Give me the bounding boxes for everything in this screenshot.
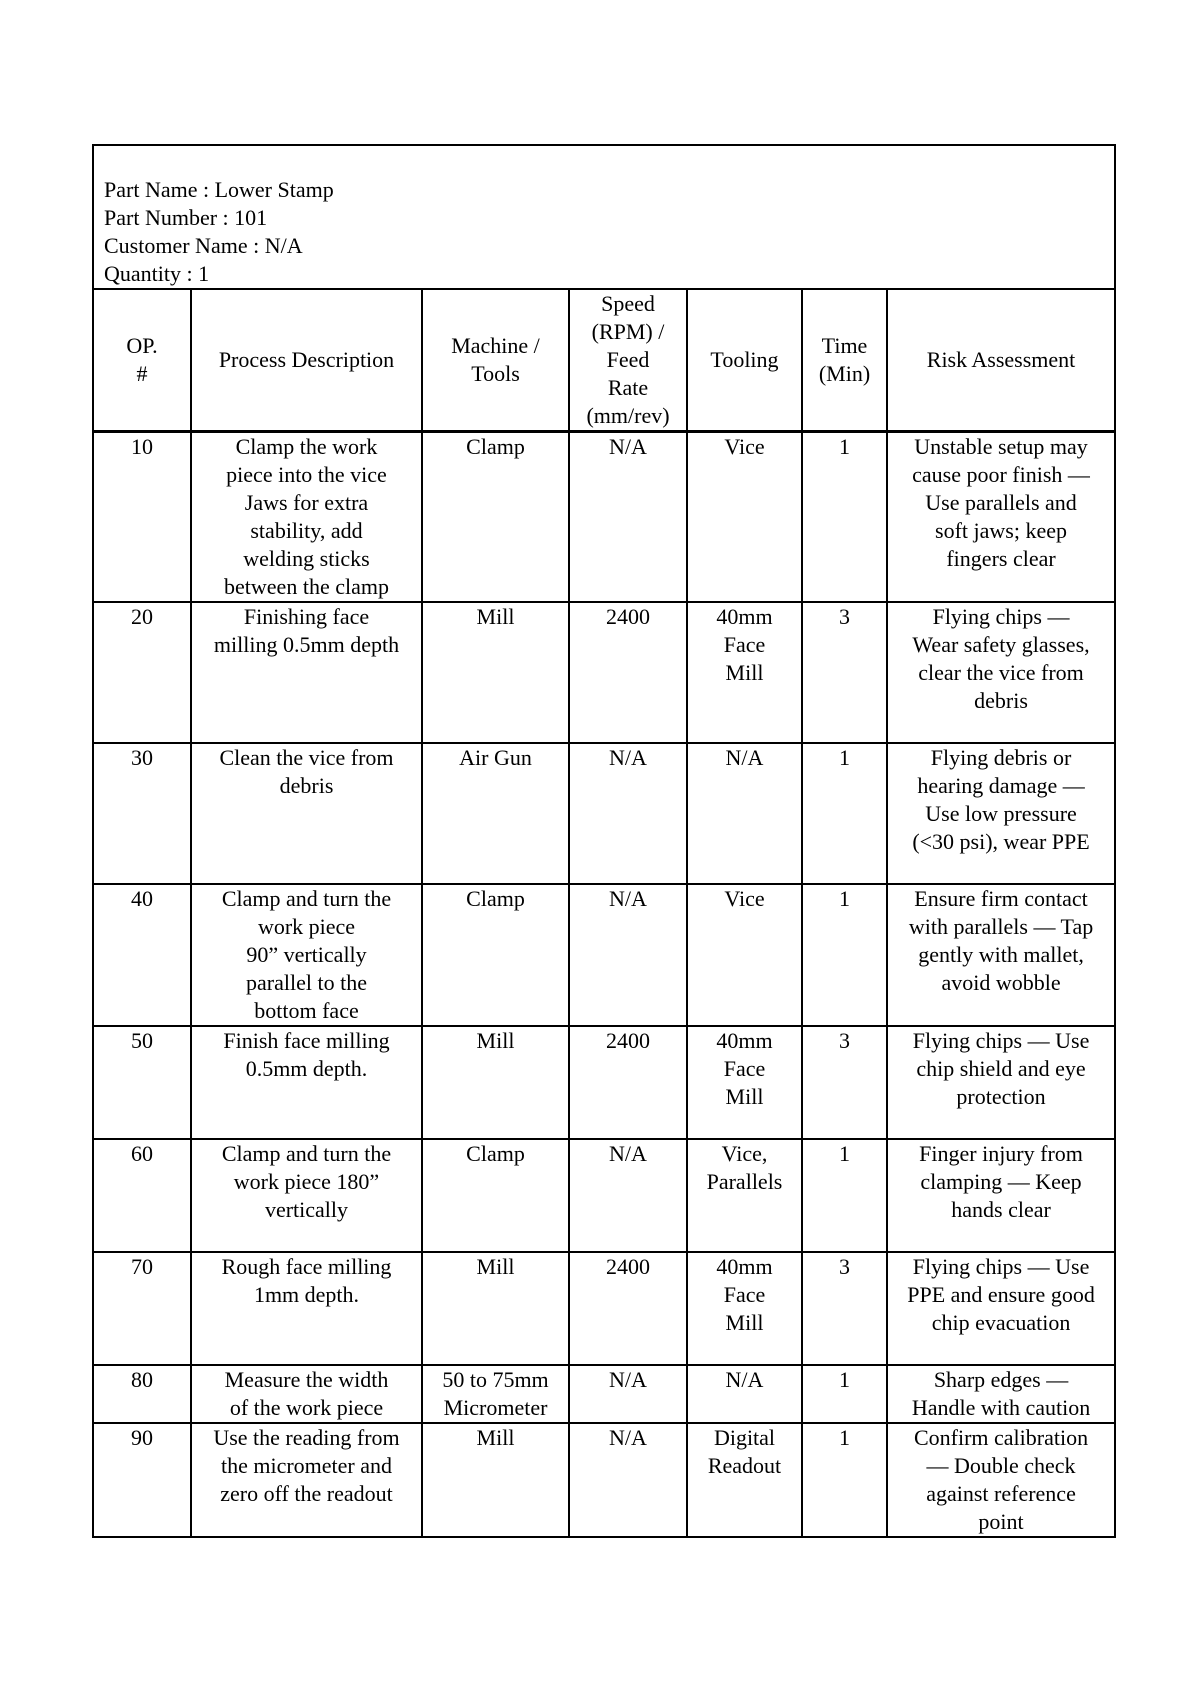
speed-feed-cell: N/A	[569, 432, 687, 603]
table-row	[93, 1423, 1115, 1537]
operation-sheet	[92, 144, 1114, 1538]
tooling-cell: 40mm Face Mill	[687, 1026, 802, 1139]
process-description-cell: Rough face milling 1mm depth.	[191, 1252, 422, 1365]
risk-assessment-cell: Unstable setup may cause poor finish — Use parallels and soft jaws; keep fingers clear	[887, 432, 1115, 603]
risk-assessment-cell: Flying chips — Wear safety glasses, clear the vice from debris	[887, 602, 1115, 743]
speed-feed-cell: N/A	[569, 743, 687, 884]
op-number-cell: 70	[93, 1252, 191, 1365]
op-number-cell: 50	[93, 1026, 191, 1139]
machine-tools-cell: Mill	[422, 602, 569, 743]
op-number-cell: 10	[93, 432, 191, 603]
risk-assessment-cell: Flying chips — Use chip shield and eye protection	[887, 1026, 1115, 1139]
machine-tools-cell: Clamp	[422, 1139, 569, 1252]
machine-tools-cell: Mill	[422, 1026, 569, 1139]
part-name: Part Name : Lower Stamp	[104, 177, 334, 202]
part-info-row	[93, 145, 1115, 289]
tooling-cell: N/A	[687, 743, 802, 884]
op-number-cell: 90	[93, 1423, 191, 1537]
process-description-cell: Finish face milling 0.5mm depth.	[191, 1026, 422, 1139]
op-number-cell: 30	[93, 743, 191, 884]
column-header-op: OP. #	[93, 289, 191, 432]
table-row	[93, 1139, 1115, 1252]
time-cell: 1	[802, 1423, 887, 1537]
tooling-cell: Vice	[687, 432, 802, 603]
part-info-cell	[93, 145, 1115, 289]
op-number-cell: 60	[93, 1139, 191, 1252]
table-row	[93, 1252, 1115, 1365]
speed-feed-cell: N/A	[569, 1423, 687, 1537]
risk-assessment-cell: Flying chips — Use PPE and ensure good chip evacuation	[887, 1252, 1115, 1365]
time-cell: 3	[802, 1252, 887, 1365]
column-header-process-description: Process Description	[191, 289, 422, 432]
speed-feed-cell: 2400	[569, 1026, 687, 1139]
column-header-row	[93, 289, 1115, 432]
op-number-cell: 80	[93, 1365, 191, 1423]
table-row	[93, 602, 1115, 743]
speed-feed-cell: N/A	[569, 884, 687, 1026]
speed-feed-cell: 2400	[569, 1252, 687, 1365]
process-description-cell: Clamp the work piece into the vice Jaws for extra stability, add welding sticks between the clamp	[191, 432, 422, 603]
column-header-risk-assessment: Risk Assessment	[887, 289, 1115, 432]
time-cell: 1	[802, 1139, 887, 1252]
process-description-cell: Clamp and turn the work piece 90” vertically parallel to the bottom face	[191, 884, 422, 1026]
tooling-cell: N/A	[687, 1365, 802, 1423]
risk-assessment-cell: Sharp edges — Handle with caution	[887, 1365, 1115, 1423]
machine-tools-cell: Clamp	[422, 884, 569, 1026]
time-cell: 1	[802, 1365, 887, 1423]
column-header-machine-tools: Machine / Tools	[422, 289, 569, 432]
column-header-tooling: Tooling	[687, 289, 802, 432]
process-description-cell: Clean the vice from debris	[191, 743, 422, 884]
column-header-speed-feed: Speed (RPM) / Feed Rate (mm/rev)	[569, 289, 687, 432]
tooling-cell: 40mm Face Mill	[687, 602, 802, 743]
risk-assessment-cell: Ensure firm contact with parallels — Tap gently with mallet, avoid wobble	[887, 884, 1115, 1026]
machine-tools-cell: Clamp	[422, 432, 569, 603]
process-description-cell: Measure the width of the work piece	[191, 1365, 422, 1423]
process-description-cell: Finishing face milling 0.5mm depth	[191, 602, 422, 743]
quantity: Quantity : 1	[104, 261, 210, 286]
process-description-cell: Clamp and turn the work piece 180” vertically	[191, 1139, 422, 1252]
table-row	[93, 884, 1115, 1026]
table-row	[93, 1026, 1115, 1139]
tooling-cell: Vice, Parallels	[687, 1139, 802, 1252]
tooling-cell: 40mm Face Mill	[687, 1252, 802, 1365]
time-cell: 3	[802, 1026, 887, 1139]
table-row	[93, 743, 1115, 884]
op-number-cell: 40	[93, 884, 191, 1026]
column-header-time: Time (Min)	[802, 289, 887, 432]
machine-tools-cell: 50 to 75mm Micrometer	[422, 1365, 569, 1423]
table-row	[93, 432, 1115, 603]
speed-feed-cell: 2400	[569, 602, 687, 743]
machine-tools-cell: Air Gun	[422, 743, 569, 884]
part-number: Part Number : 101	[104, 205, 268, 230]
speed-feed-cell: N/A	[569, 1139, 687, 1252]
time-cell: 3	[802, 602, 887, 743]
table-row	[93, 1365, 1115, 1423]
machine-tools-cell: Mill	[422, 1423, 569, 1537]
time-cell: 1	[802, 743, 887, 884]
time-cell: 1	[802, 432, 887, 603]
tooling-cell: Vice	[687, 884, 802, 1026]
time-cell: 1	[802, 884, 887, 1026]
op-number-cell: 20	[93, 602, 191, 743]
process-description-cell: Use the reading from the micrometer and zero off the readout	[191, 1423, 422, 1537]
machine-tools-cell: Mill	[422, 1252, 569, 1365]
customer-name: Customer Name : N/A	[104, 233, 303, 258]
risk-assessment-cell: Flying debris or hearing damage — Use low pressure (<30 psi), wear PPE	[887, 743, 1115, 884]
operations-table	[92, 144, 1116, 1538]
speed-feed-cell: N/A	[569, 1365, 687, 1423]
risk-assessment-cell: Finger injury from clamping — Keep hands clear	[887, 1139, 1115, 1252]
tooling-cell: Digital Readout	[687, 1423, 802, 1537]
risk-assessment-cell: Confirm calibration — Double check against reference point	[887, 1423, 1115, 1537]
